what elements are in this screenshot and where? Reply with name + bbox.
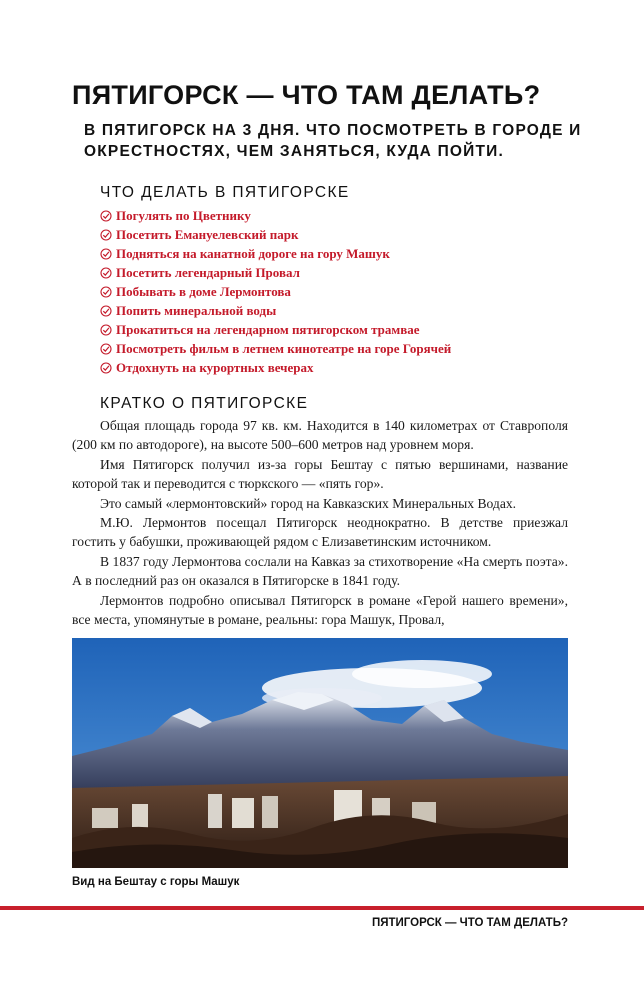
todo-item bbox=[100, 263, 451, 282]
todo-heading: ЧТО ДЕЛАТЬ В ПЯТИГОРСКЕ bbox=[100, 184, 350, 201]
check-circle-icon bbox=[100, 210, 112, 222]
todo-item-label: Подняться на канатной дороге на гору Машук bbox=[116, 245, 390, 261]
paragraph: М.Ю. Лермонтов посещал Пятигорск неоднократно. В детстве приезжал гостить у бабушки, проживающей рядом с Елизаветинским источником. bbox=[72, 515, 568, 550]
paragraph: В 1837 году Лермонтова сослали на Кавказ за стихотворение «На смерть поэта». А в последний раз он оказался в Пятигорске в 1841 году. bbox=[72, 553, 568, 589]
beshtau-photo bbox=[72, 638, 568, 868]
todo-item bbox=[100, 320, 451, 339]
todo-item bbox=[100, 301, 451, 320]
check-circle-icon bbox=[100, 324, 112, 336]
check-circle-icon bbox=[100, 248, 112, 260]
page-subtitle: В ПЯТИГОРСК НА 3 ДНЯ. ЧТО ПОСМОТРЕТЬ В ГОРОДЕ И ОКРЕСТНОСТЯХ, ЧЕМ ЗАНЯТЬСЯ, КУДА ПОЙТИ. bbox=[84, 122, 582, 160]
todo-item-label: Попить минеральной воды bbox=[116, 302, 277, 318]
check-circle-icon bbox=[100, 343, 112, 355]
paragraph: Общая площадь города 97 кв. км. Находится в 140 километрах от Ставрополя (200 км по автодороге), на высоте 500–600 метров над уровнем моря. bbox=[72, 418, 568, 453]
todo-item-label: Отдохнуть на курортных вечерах bbox=[116, 359, 314, 375]
todo-item-label: Погулять по Цветнику bbox=[116, 207, 251, 223]
todo-item bbox=[100, 206, 451, 225]
todo-item-label: Посетить легендарный Провал bbox=[116, 264, 300, 280]
check-circle-icon bbox=[100, 362, 112, 374]
check-circle-icon bbox=[100, 305, 112, 317]
paragraph: Лермонтов подробно описывал Пятигорск в романе «Герой нашего времени», все места, упомянутые в романе, реальны: гора Машук, Провал, bbox=[72, 592, 568, 628]
check-circle-icon bbox=[100, 286, 112, 298]
footer-rule bbox=[0, 906, 644, 910]
running-footer: ПЯТИГОРСК — ЧТО ТАМ ДЕЛАТЬ? bbox=[371, 917, 568, 929]
check-circle-icon bbox=[100, 229, 112, 241]
todo-item bbox=[100, 339, 451, 358]
page-title: ПЯТИГОРСК — ЧТО ТАМ ДЕЛАТЬ? bbox=[72, 80, 541, 110]
paragraph: Это самый «лермонтовский» город на Кавказских Минеральных Водах. bbox=[100, 495, 517, 511]
todo-item bbox=[100, 244, 451, 263]
todo-item-label: Побывать в доме Лермонтова bbox=[116, 283, 291, 299]
todo-item-label: Посетить Емануелевский парк bbox=[116, 226, 299, 242]
todo-item bbox=[100, 358, 451, 377]
todo-item-label: Прокатиться на легендарном пятигорском трамвае bbox=[116, 321, 420, 337]
about-heading: КРАТКО О ПЯТИГОРСКЕ bbox=[100, 395, 309, 412]
photo-caption: Вид на Бештау с горы Машук bbox=[72, 876, 240, 888]
todo-item bbox=[100, 282, 451, 301]
todo-item bbox=[100, 225, 451, 244]
paragraph: Имя Пятигорск получил из-за горы Бештау с пятью вершинами, название которой так и переводится с тюркского — «пять гор». bbox=[72, 456, 568, 492]
check-circle-icon bbox=[100, 267, 112, 279]
todo-list bbox=[100, 206, 451, 377]
about-text bbox=[72, 416, 568, 629]
todo-item-label: Посмотреть фильм в летнем кинотеатре на горе Горячей bbox=[116, 340, 452, 356]
